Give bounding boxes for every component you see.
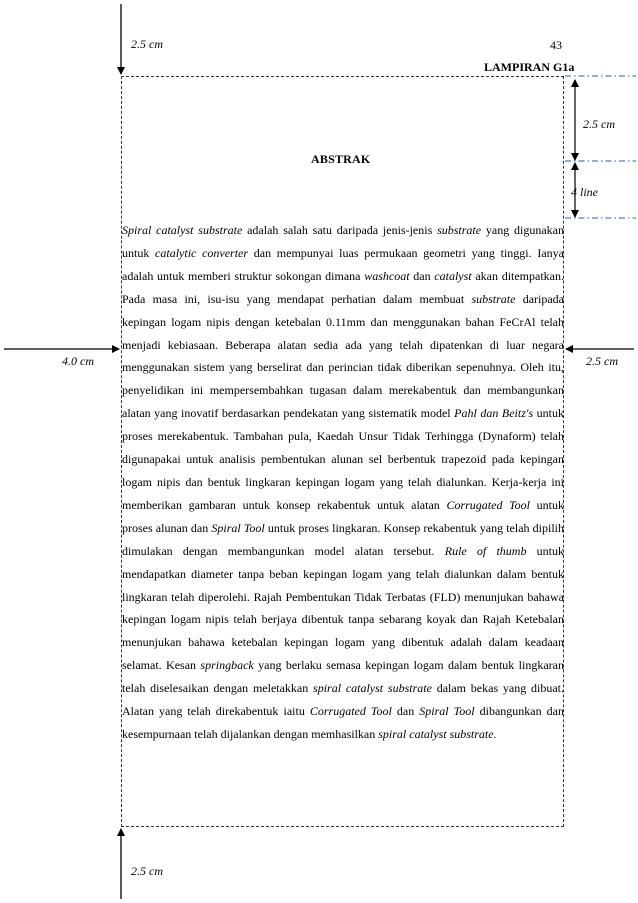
abstract-term: springback — [200, 658, 254, 673]
abstract-segment: untuk proses lingkaran. Konsep rekabentuk yang telah dipilih dimulakan dengan membangunkan model alatan tersebut. — [122, 520, 564, 558]
abstract-segment: untuk mendapatkan diameter tanpa beban kepingan logam yang telah dialunkan dalam bentuk lingkaran telah diperolehi. Rajah Pembentukan Tidak Terbatas (FLD) menunjukan bahawa kepingan logam nipis telah berjaya dibentuk tanpa sebarang koyak dan Rajah Ketebalan menunjukan bahawa ketebalan kepingan logam yang dibentuk adalah dalam keadaan selamat. Kesan — [122, 543, 564, 673]
appendix-label: LAMPIRAN G1a — [484, 60, 575, 74]
abstract-term: substrate — [471, 291, 516, 306]
left-margin-label: 4.0 cm — [62, 354, 94, 368]
bottom-margin-label: 2.5 cm — [131, 864, 163, 878]
abstract-body — [122, 219, 564, 746]
abstract-segment: untuk proses alunan dan — [122, 497, 564, 535]
right-margin-label: 2.5 cm — [586, 354, 618, 368]
abstract-term: Spiral Tool — [419, 704, 475, 719]
line-gap-label: 4 line — [571, 185, 598, 199]
abstract-segment: dalam bekas yang dibuat. Alatan yang telah direkabentuk iaitu — [122, 681, 564, 719]
abstract-term: Rule of thumb — [444, 543, 527, 558]
abstract-term: catalytic converter — [155, 245, 249, 260]
abstract-title: ABSTRAK — [311, 152, 371, 166]
abstract-term: Spiral catalyst substrate — [122, 223, 243, 237]
abstract-segment: yang digunakan untuk — [122, 223, 565, 260]
abstract-segment: daripada kepingan logam nipis dengan ketebalan 0.11mm dan menggunakan bahan FeCrAl telah menjadi kebiasaan. Beberapa alatan sedia ada yang telah dipatenkan di luar negara menggunakan sistem yang berselirat dan perincian tidak diberikan sepenuhnya. Oleh itu, penyelidikan ini mempersembahkan tugasan dalam merekabentuk dan membangunkan alatan yang inovatif berdasarkan pendekatan yang sistematik model — [122, 291, 565, 421]
abstract-segment: untuk proses merekabentuk. Tambahan pula, Kaedah Unsur Tidak Terhingga (Dynaform) telah digunapakai untuk analisis pembentukan alunan sel berbentuk trapezoid pada kepingan logam nipis dan bentuk lingkaran kepingan logam yang telah dialunkan. Kerja-kerja ini memberikan gambaran untuk konsep rekabentuk untuk alatan — [122, 406, 564, 512]
abstract-term: spiral catalyst substrate — [313, 681, 432, 696]
abstract-segment: akan ditempatkan. Pada masa ini, isu-isu yang mendapat perhatian dalam membuat — [122, 268, 565, 306]
abstract-term: Corrugated Tool — [309, 704, 392, 719]
abstract-segment: dibangunkan dan kesempurnaan telah dijalankan dengan memhasilkan — [122, 704, 564, 741]
abstract-term: spiral catalyst substrate. — [378, 726, 497, 741]
abstract-term: Corrugated Tool — [446, 497, 530, 512]
abstract-segment: adalah salah satu daripada jenis-jenis — [242, 223, 438, 237]
abstract-term: substrate — [437, 223, 482, 237]
header-gap-label: 2.5 cm — [583, 117, 615, 131]
abstract-segment: dan — [391, 704, 420, 719]
abstract-term: catalyst — [434, 268, 472, 283]
abstract-segment: dan mempunyai luas permukaan geometri yang tinggi. Ianya adalah untuk memberi struktur sokongan dimana — [122, 245, 564, 283]
abstract-segment: dan — [409, 268, 435, 283]
abstract-segment: yang berlaku semasa kepingan logam dalam bentuk lingkaran telah diselesaikan dengan meletakkan — [122, 658, 564, 696]
abstract-term: washcoat — [364, 268, 410, 283]
abstract-term: Spiral Tool — [211, 520, 265, 535]
abstract-term: Pahl dan Beitz's — [454, 406, 534, 421]
top-margin-label: 2.5 cm — [131, 37, 163, 51]
page-number: 43 — [550, 38, 562, 52]
